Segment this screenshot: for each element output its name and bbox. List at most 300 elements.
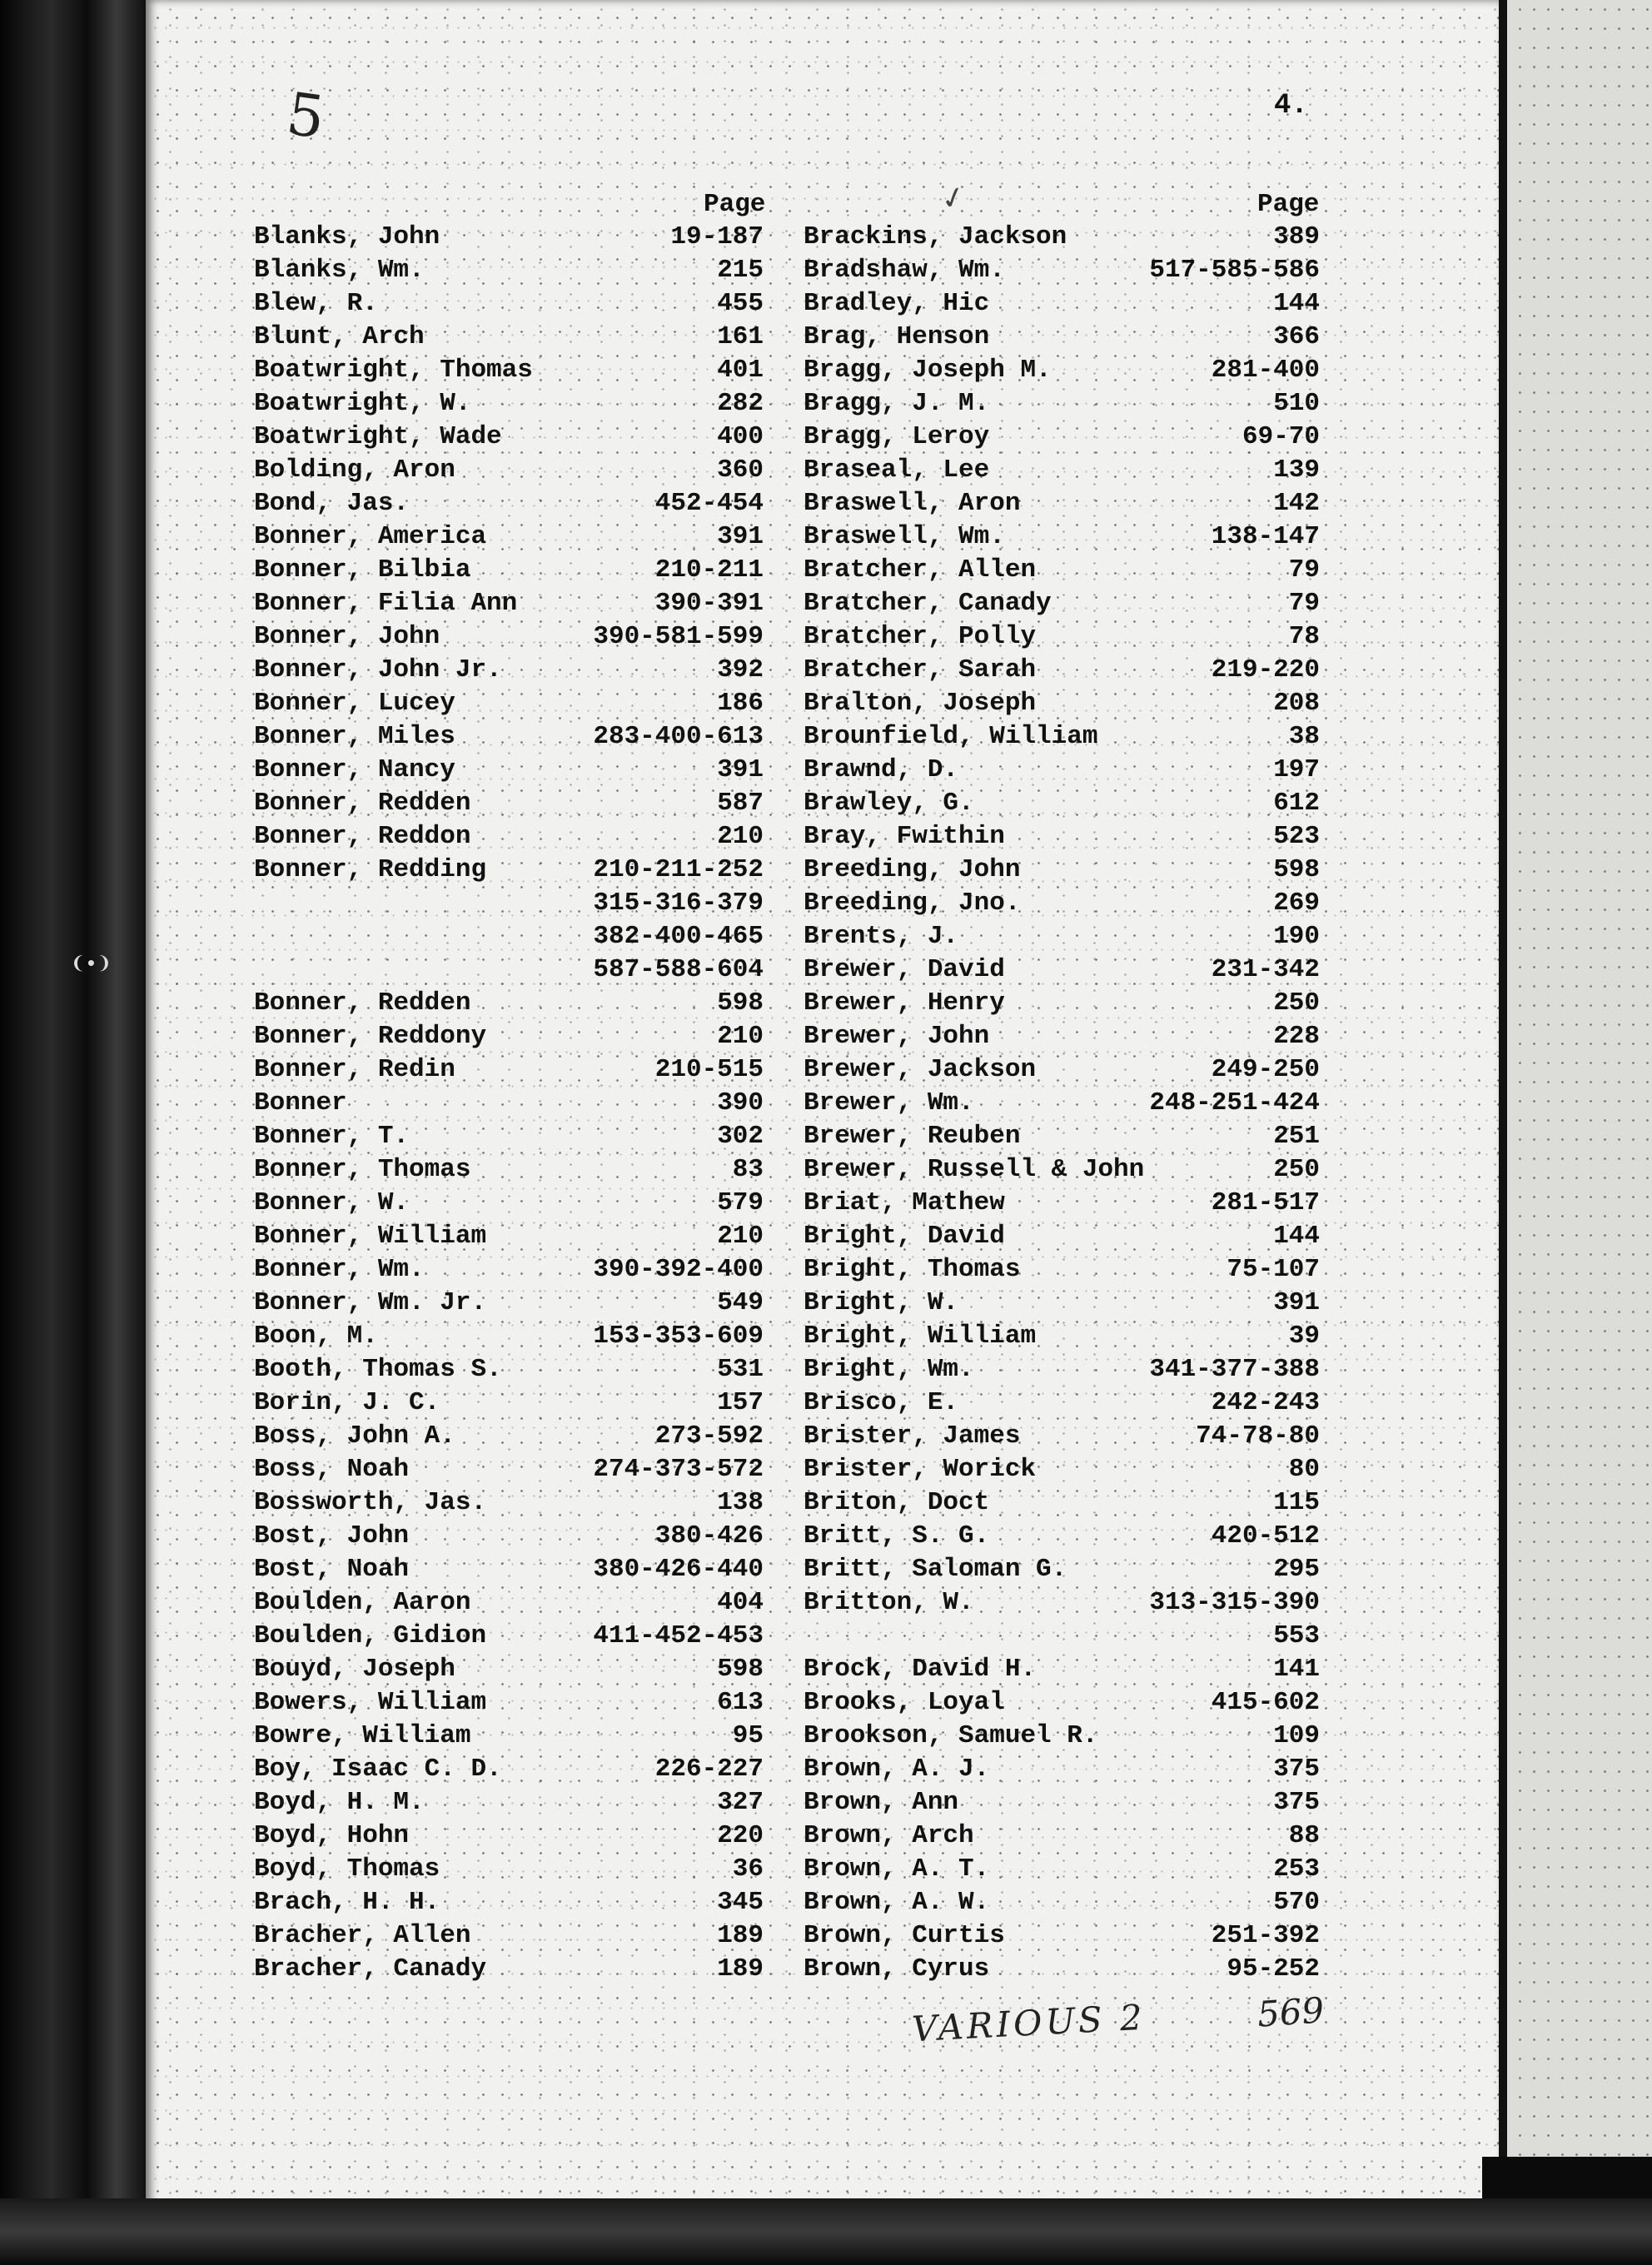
index-entry bbox=[804, 1287, 1320, 1320]
entry-name: Boyd, H. M. bbox=[254, 1788, 425, 1817]
entry-pages: 141 bbox=[1273, 1655, 1320, 1684]
index-entry bbox=[254, 1786, 764, 1819]
entry-pages: 380-426 bbox=[654, 1521, 764, 1551]
index-entry bbox=[804, 1553, 1320, 1586]
index-entry bbox=[804, 1886, 1320, 1919]
entry-pages: 250 bbox=[1273, 988, 1320, 1018]
entry-name: Bonner, Nancy bbox=[254, 755, 455, 784]
entry-name: Bonner, W. bbox=[254, 1188, 410, 1217]
entry-pages: 153-353-609 bbox=[593, 1322, 764, 1351]
entry-name: Bray, Fwithin bbox=[804, 822, 1005, 851]
entry-name: Borin, J. C. bbox=[254, 1388, 440, 1417]
entry-pages: 391 bbox=[717, 755, 764, 784]
entry-name: Brewer, Jackson bbox=[804, 1055, 1037, 1084]
index-entry bbox=[254, 1720, 764, 1753]
entry-name: Brewer, Wm. bbox=[804, 1088, 974, 1118]
entry-name: Boatwright, W. bbox=[254, 389, 471, 418]
entry-name: Brents, J. bbox=[804, 922, 959, 951]
entry-name: Brounfield, William bbox=[804, 722, 1098, 751]
entry-pages: 250 bbox=[1273, 1155, 1320, 1184]
index-entry bbox=[804, 620, 1320, 654]
handwritten-footer-number: 569 bbox=[1256, 1989, 1326, 2035]
entry-pages: 78 bbox=[1288, 622, 1320, 651]
entry-pages: 249-250 bbox=[1211, 1055, 1320, 1084]
index-entry bbox=[804, 654, 1320, 687]
index-entry bbox=[804, 321, 1320, 354]
entry-pages: 295 bbox=[1273, 1555, 1320, 1584]
entry-name: Boyd, Hohn bbox=[254, 1821, 410, 1850]
index-entry bbox=[254, 953, 764, 987]
entry-name: Britt, S. G. bbox=[804, 1521, 990, 1551]
entry-pages: 282 bbox=[717, 389, 764, 418]
entry-pages: 390-581-599 bbox=[593, 622, 764, 651]
index-entry bbox=[804, 1586, 1320, 1620]
index-entry bbox=[254, 1686, 764, 1720]
index-entry bbox=[254, 1919, 764, 1953]
margin-smudge: ❨•❩ bbox=[72, 952, 111, 977]
entry-pages: 420-512 bbox=[1211, 1521, 1320, 1551]
entry-pages: 313-315-390 bbox=[1149, 1588, 1320, 1617]
index-entry bbox=[804, 287, 1320, 321]
entry-name: Boulden, Gidion bbox=[254, 1621, 487, 1650]
index-entry bbox=[804, 387, 1320, 421]
index-entry bbox=[804, 1153, 1320, 1187]
entry-pages: 138-147 bbox=[1211, 522, 1320, 551]
entry-pages: 157 bbox=[717, 1388, 764, 1417]
entry-name: Brown, Ann bbox=[804, 1788, 959, 1817]
index-entry bbox=[254, 221, 764, 254]
entry-name: Bonner bbox=[254, 1088, 347, 1118]
entry-pages: 215 bbox=[717, 256, 764, 285]
index-entry bbox=[804, 887, 1320, 920]
entry-pages: 95 bbox=[732, 1721, 764, 1750]
index-entry bbox=[804, 1919, 1320, 1953]
index-entry bbox=[804, 754, 1320, 787]
entry-name: Boss, John A. bbox=[254, 1421, 455, 1451]
index-entry bbox=[254, 854, 764, 887]
entry-pages: 197 bbox=[1273, 755, 1320, 784]
entry-pages: 415-602 bbox=[1211, 1688, 1320, 1717]
entry-name: Brewer, David bbox=[804, 955, 1005, 984]
index-entry bbox=[254, 820, 764, 854]
entry-pages: 95-252 bbox=[1227, 1954, 1320, 1984]
index-entry bbox=[804, 1420, 1320, 1453]
page-number: 4. bbox=[1274, 90, 1308, 122]
entry-name: Brister, James bbox=[804, 1421, 1021, 1451]
index-entry bbox=[254, 1819, 764, 1853]
index-entry bbox=[804, 254, 1320, 287]
index-entry bbox=[254, 1220, 764, 1253]
entry-pages: 189 bbox=[717, 1921, 764, 1950]
entry-name: Bratcher, Allen bbox=[804, 555, 1037, 585]
index-entry bbox=[254, 1753, 764, 1786]
entry-pages: 598 bbox=[1273, 855, 1320, 884]
index-entry bbox=[254, 1486, 764, 1520]
entry-name: Brawnd, D. bbox=[804, 755, 959, 784]
entry-name: Bradshaw, Wm. bbox=[804, 256, 1005, 285]
index-entry bbox=[804, 1753, 1320, 1786]
entry-name: Brown, A. W. bbox=[804, 1888, 990, 1917]
index-entry bbox=[804, 221, 1320, 254]
entry-pages: 302 bbox=[717, 1122, 764, 1151]
entry-name: Briat, Mathew bbox=[804, 1188, 1005, 1217]
index-entry bbox=[804, 1386, 1320, 1420]
index-entry bbox=[254, 754, 764, 787]
index-entry bbox=[254, 1320, 764, 1353]
index-entry bbox=[804, 1819, 1320, 1853]
index-entry bbox=[254, 354, 764, 387]
entry-name: Boon, M. bbox=[254, 1322, 378, 1351]
entry-pages: 549 bbox=[717, 1288, 764, 1317]
index-entry bbox=[254, 1653, 764, 1686]
entry-pages: 36 bbox=[732, 1854, 764, 1884]
entry-name: Boulden, Aaron bbox=[254, 1588, 471, 1617]
index-entry bbox=[804, 1120, 1320, 1153]
entry-name: Bralton, Joseph bbox=[804, 689, 1037, 718]
entry-name: Bonner, Filia Ann bbox=[254, 589, 518, 618]
entry-name: Bonner, Bilbia bbox=[254, 555, 471, 585]
entry-pages: 39 bbox=[1288, 1322, 1320, 1351]
index-entry bbox=[804, 1620, 1320, 1653]
index-entry bbox=[804, 1653, 1320, 1686]
entry-pages: 510 bbox=[1273, 389, 1320, 418]
entry-pages: 251 bbox=[1273, 1122, 1320, 1151]
entry-name: Bracher, Canady bbox=[254, 1954, 487, 1984]
entry-name: Boatwright, Wade bbox=[254, 422, 502, 451]
index-entry bbox=[804, 854, 1320, 887]
entry-name: Bonner, Wm. bbox=[254, 1255, 425, 1284]
entry-name: Bradley, Hic bbox=[804, 289, 990, 318]
entry-name: Bonner, Thomas bbox=[254, 1155, 471, 1184]
index-entry bbox=[254, 287, 764, 321]
entry-name: Bonner, Miles bbox=[254, 722, 455, 751]
index-entry bbox=[254, 387, 764, 421]
entry-pages: 390-392-400 bbox=[593, 1255, 764, 1284]
handwritten-mark: 5 bbox=[282, 79, 330, 152]
entry-name: Bost, Noah bbox=[254, 1555, 410, 1584]
entry-name: Brackins, Jackson bbox=[804, 222, 1067, 251]
entry-name: Boss, Noah bbox=[254, 1455, 410, 1484]
entry-name: Bright, William bbox=[804, 1322, 1037, 1351]
entry-pages: 109 bbox=[1273, 1721, 1320, 1750]
entry-pages: 587-588-604 bbox=[593, 955, 764, 984]
index-entry bbox=[804, 487, 1320, 520]
entry-name: Briton, Doct bbox=[804, 1488, 990, 1517]
entry-name: Bonner, Redding bbox=[254, 855, 487, 884]
entry-pages: 579 bbox=[717, 1188, 764, 1217]
entry-name: Bragg, Joseph M. bbox=[804, 356, 1052, 385]
entry-pages: 392 bbox=[717, 655, 764, 684]
index-entry bbox=[254, 254, 764, 287]
index-entry bbox=[804, 720, 1320, 754]
entry-pages: 587 bbox=[717, 789, 764, 818]
entry-pages: 228 bbox=[1273, 1022, 1320, 1051]
entry-pages: 210 bbox=[717, 1222, 764, 1251]
entry-name: Bonner, William bbox=[254, 1222, 487, 1251]
entry-pages: 79 bbox=[1288, 589, 1320, 618]
entry-name: Brag, Henson bbox=[804, 322, 990, 351]
entry-pages: 88 bbox=[1288, 1821, 1320, 1850]
entry-name: Brewer, Russell & John bbox=[804, 1155, 1145, 1184]
entry-pages: 401 bbox=[717, 356, 764, 385]
index-entry bbox=[254, 1553, 764, 1586]
index-entry bbox=[254, 421, 764, 454]
entry-name: Bright, W. bbox=[804, 1288, 959, 1317]
index-entry bbox=[254, 1353, 764, 1386]
entry-pages: 452-454 bbox=[654, 489, 764, 518]
index-entry bbox=[254, 920, 764, 953]
entry-pages: 19-187 bbox=[670, 222, 764, 251]
entry-name: Brisco, E. bbox=[804, 1388, 959, 1417]
entry-name: Boy, Isaac C. D. bbox=[254, 1755, 502, 1784]
entry-pages: 531 bbox=[717, 1355, 764, 1384]
entry-name: Bonner, Redin bbox=[254, 1055, 455, 1084]
entry-pages: 115 bbox=[1273, 1488, 1320, 1517]
entry-name: Brookson, Samuel R. bbox=[804, 1721, 1098, 1750]
entry-name: Blew, R. bbox=[254, 289, 378, 318]
index-entry bbox=[804, 1087, 1320, 1120]
entry-pages: 382-400-465 bbox=[593, 922, 764, 951]
entry-pages: 142 bbox=[1273, 489, 1320, 518]
entry-pages: 144 bbox=[1273, 1222, 1320, 1251]
index-entry bbox=[254, 620, 764, 654]
index-entry bbox=[804, 687, 1320, 720]
index-entry bbox=[804, 454, 1320, 487]
index-entry bbox=[254, 720, 764, 754]
index-entry bbox=[804, 953, 1320, 987]
entry-name: Brown, Cyrus bbox=[804, 1954, 990, 1984]
entry-pages: 190 bbox=[1273, 922, 1320, 951]
entry-name: Boyd, Thomas bbox=[254, 1854, 440, 1884]
entry-name: Breeding, John bbox=[804, 855, 1021, 884]
entry-pages: 390 bbox=[717, 1088, 764, 1118]
entry-pages: 517-585-586 bbox=[1149, 256, 1320, 285]
entry-name: Bonner, John bbox=[254, 622, 440, 651]
entry-pages: 79 bbox=[1288, 555, 1320, 585]
entry-name: Bowre, William bbox=[254, 1721, 471, 1750]
index-entry bbox=[254, 1886, 764, 1919]
entry-pages: 38 bbox=[1288, 722, 1320, 751]
entry-name: Bright, Wm. bbox=[804, 1355, 974, 1384]
entry-pages: 210 bbox=[717, 1022, 764, 1051]
entry-pages: 138 bbox=[717, 1488, 764, 1517]
entry-name: Blunt, Arch bbox=[254, 322, 425, 351]
entry-name: Braswell, Aron bbox=[804, 489, 1021, 518]
entry-name: Bossworth, Jas. bbox=[254, 1488, 487, 1517]
entry-pages: 375 bbox=[1273, 1788, 1320, 1817]
entry-name: Bonner, Redden bbox=[254, 988, 471, 1018]
entry-pages: 613 bbox=[717, 1688, 764, 1717]
index-entry bbox=[254, 321, 764, 354]
index-entry bbox=[804, 1486, 1320, 1520]
entry-name: Brawley, G. bbox=[804, 789, 974, 818]
entry-name: Brewer, Henry bbox=[804, 988, 1005, 1018]
entry-name: Blanks, Wm. bbox=[254, 256, 425, 285]
entry-pages: 269 bbox=[1273, 889, 1320, 918]
index-entry bbox=[804, 1686, 1320, 1720]
entry-pages: 366 bbox=[1273, 322, 1320, 351]
index-entry bbox=[804, 1320, 1320, 1353]
index-entry bbox=[804, 1720, 1320, 1753]
entry-pages: 189 bbox=[717, 1954, 764, 1984]
entry-name: Brewer, John bbox=[804, 1022, 990, 1051]
pencil-check-mark: ✓ bbox=[937, 178, 970, 219]
entry-name: Bracher, Allen bbox=[254, 1921, 471, 1950]
index-entry bbox=[804, 1520, 1320, 1553]
index-entry bbox=[804, 987, 1320, 1020]
entry-pages: 391 bbox=[1273, 1288, 1320, 1317]
entry-pages: 327 bbox=[717, 1788, 764, 1817]
entry-pages: 253 bbox=[1273, 1854, 1320, 1884]
entry-name: Bost, John bbox=[254, 1521, 410, 1551]
index-entry bbox=[254, 454, 764, 487]
entry-pages: 570 bbox=[1273, 1888, 1320, 1917]
index-entry bbox=[254, 1087, 764, 1120]
entry-name: Brown, A. T. bbox=[804, 1854, 990, 1884]
index-entry bbox=[804, 1020, 1320, 1053]
handwritten-footer-note: VARIOUS 2 bbox=[910, 1996, 1147, 2050]
index-entry bbox=[254, 1153, 764, 1187]
entry-pages: 210 bbox=[717, 822, 764, 851]
index-entry bbox=[254, 1253, 764, 1287]
index-entry bbox=[254, 487, 764, 520]
entry-pages: 455 bbox=[717, 289, 764, 318]
entry-pages: 598 bbox=[717, 988, 764, 1018]
entry-pages: 274-373-572 bbox=[593, 1455, 764, 1484]
entry-pages: 375 bbox=[1273, 1755, 1320, 1784]
entry-name: Braswell, Wm. bbox=[804, 522, 1005, 551]
entry-name: Bowers, William bbox=[254, 1688, 487, 1717]
index-entry bbox=[804, 421, 1320, 454]
entry-name: Bragg, J. M. bbox=[804, 389, 990, 418]
entry-pages: 390-391 bbox=[654, 589, 764, 618]
entry-pages: 598 bbox=[717, 1655, 764, 1684]
index-entry bbox=[804, 787, 1320, 820]
entry-name: Brach, H. H. bbox=[254, 1888, 440, 1917]
entry-name: Brown, Arch bbox=[804, 1821, 974, 1850]
entry-name: Bratcher, Polly bbox=[804, 622, 1037, 651]
entry-pages: 210-211-252 bbox=[593, 855, 764, 884]
index-entry bbox=[254, 520, 764, 554]
entry-name: Blanks, John bbox=[254, 222, 440, 251]
left-column-header: Page bbox=[704, 190, 766, 219]
index-entry bbox=[804, 820, 1320, 854]
entry-name: Bonner, Lucey bbox=[254, 689, 455, 718]
entry-name: Bratcher, Canady bbox=[804, 589, 1052, 618]
entry-pages: 360 bbox=[717, 455, 764, 485]
entry-name: Booth, Thomas S. bbox=[254, 1355, 502, 1384]
index-entry bbox=[804, 354, 1320, 387]
right-column-header: Page bbox=[1257, 190, 1320, 219]
entry-pages: 80 bbox=[1288, 1455, 1320, 1484]
entry-pages: 553 bbox=[1273, 1621, 1320, 1650]
index-entry bbox=[254, 1053, 764, 1087]
index-entry bbox=[254, 1520, 764, 1553]
entry-pages: 75-107 bbox=[1227, 1255, 1320, 1284]
entry-pages: 210-211 bbox=[654, 555, 764, 585]
entry-name: Bolding, Aron bbox=[254, 455, 455, 485]
entry-name: Brooks, Loyal bbox=[804, 1688, 1005, 1717]
entry-name: Brock, David H. bbox=[804, 1655, 1037, 1684]
entry-name: Britton, W. bbox=[804, 1588, 974, 1617]
index-entry bbox=[254, 1020, 764, 1053]
index-entry bbox=[254, 554, 764, 587]
entry-pages: 411-452-453 bbox=[593, 1621, 764, 1650]
entry-pages: 273-592 bbox=[654, 1421, 764, 1451]
entry-name: Brister, Worick bbox=[804, 1455, 1037, 1484]
entry-pages: 248-251-424 bbox=[1149, 1088, 1320, 1118]
entry-pages: 208 bbox=[1273, 689, 1320, 718]
entry-name: Bonner, T. bbox=[254, 1122, 410, 1151]
entry-pages: 315-316-379 bbox=[593, 889, 764, 918]
index-entry bbox=[804, 1853, 1320, 1886]
entry-pages: 389 bbox=[1273, 222, 1320, 251]
entry-pages: 161 bbox=[717, 322, 764, 351]
index-entry bbox=[254, 887, 764, 920]
index-entry bbox=[804, 1353, 1320, 1386]
entry-name: Bonner, Reddony bbox=[254, 1022, 487, 1051]
entry-pages: 400 bbox=[717, 422, 764, 451]
index-entry bbox=[254, 1453, 764, 1486]
entry-name: Bonner, Wm. Jr. bbox=[254, 1288, 487, 1317]
entry-pages: 345 bbox=[717, 1888, 764, 1917]
index-entry bbox=[254, 1853, 764, 1886]
entry-pages: 231-342 bbox=[1211, 955, 1320, 984]
entry-pages: 341-377-388 bbox=[1149, 1355, 1320, 1384]
entry-pages: 391 bbox=[717, 522, 764, 551]
index-entry bbox=[254, 687, 764, 720]
entry-pages: 144 bbox=[1273, 289, 1320, 318]
entry-name: Breeding, Jno. bbox=[804, 889, 1021, 918]
scan-border-right bbox=[1499, 0, 1652, 2207]
scan-border-left bbox=[0, 0, 146, 2265]
index-entry bbox=[804, 1253, 1320, 1287]
entry-name: Brewer, Reuben bbox=[804, 1122, 1021, 1151]
entry-pages: 210-515 bbox=[654, 1055, 764, 1084]
index-entry bbox=[254, 1620, 764, 1653]
index-entry bbox=[804, 1187, 1320, 1220]
entry-name: Brown, Curtis bbox=[804, 1921, 1005, 1950]
entry-pages: 612 bbox=[1273, 789, 1320, 818]
entry-pages: 139 bbox=[1273, 455, 1320, 485]
index-entry bbox=[804, 1053, 1320, 1087]
index-entry bbox=[804, 1220, 1320, 1253]
entry-name: Bond, Jas. bbox=[254, 489, 410, 518]
index-entry bbox=[804, 1953, 1320, 1986]
entry-pages: 404 bbox=[717, 1588, 764, 1617]
index-entry bbox=[254, 1120, 764, 1153]
left-index-column bbox=[254, 221, 764, 1986]
entry-pages: 219-220 bbox=[1211, 655, 1320, 684]
index-entry bbox=[804, 554, 1320, 587]
scan-border-bottom bbox=[0, 2198, 1652, 2265]
index-entry bbox=[254, 987, 764, 1020]
index-entry bbox=[254, 787, 764, 820]
index-entry bbox=[254, 654, 764, 687]
entry-name: Boatwright, Thomas bbox=[254, 356, 533, 385]
entry-name: Bonner, Reddon bbox=[254, 822, 471, 851]
entry-pages: 380-426-440 bbox=[593, 1555, 764, 1584]
entry-name: Britt, Saloman G. bbox=[804, 1555, 1067, 1584]
entry-pages: 74-78-80 bbox=[1196, 1421, 1320, 1451]
entry-name: Bragg, Leroy bbox=[804, 422, 990, 451]
entry-name: Bouyd, Joseph bbox=[254, 1655, 455, 1684]
entry-name: Bonner, John Jr. bbox=[254, 655, 502, 684]
right-index-column bbox=[804, 221, 1320, 1986]
entry-pages: 226-227 bbox=[654, 1755, 764, 1784]
entry-name: Brown, A. J. bbox=[804, 1755, 990, 1784]
entry-pages: 69-70 bbox=[1241, 422, 1320, 451]
